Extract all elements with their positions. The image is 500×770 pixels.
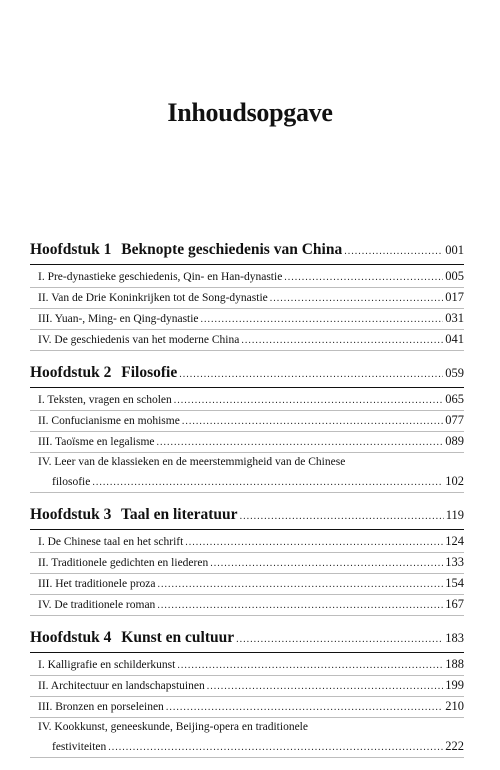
divider [30,529,464,530]
entry-title: II. Traditionele gedichten en liederen [38,557,209,569]
dot-leader [185,533,443,552]
dot-leader [157,596,443,615]
dot-leader [179,365,443,385]
toc-entry[interactable] [30,330,464,351]
toc-entry[interactable] [30,390,464,411]
page-number: 059 [445,366,464,380]
page-number: 188 [445,657,464,671]
page-number: 154 [445,576,464,590]
page-number: 017 [445,290,464,304]
page-number: 183 [445,631,464,645]
chapter-number: Hoofdstuk 3 [30,506,112,523]
entry-title-continued: filosofie [52,476,91,488]
page-number: 133 [445,555,464,569]
divider [30,387,464,388]
page-number: 065 [445,392,464,406]
chapter-number: Hoofdstuk 2 [30,364,112,381]
toc-entry[interactable] [30,574,464,595]
dot-leader [201,310,444,329]
dot-leader [207,677,444,696]
page-number: 210 [445,699,464,713]
page-number: 199 [445,678,464,692]
entry-title: III. Bronzen en porseleinen [38,701,164,713]
dot-leader [158,575,444,594]
page-number: 089 [445,434,464,448]
page-number: 077 [445,413,464,427]
chapter-name: Taal en literatuur [121,506,238,523]
toc-entry[interactable] [30,697,464,718]
dot-leader [157,433,444,452]
dot-leader [236,630,443,650]
dot-leader [270,289,444,308]
entry-title: IV. De geschiedenis van het moderne China [38,334,240,346]
toc-entry[interactable] [30,655,464,676]
entry-title: II. Van de Drie Koninkrijken tot de Song-dynastie [38,292,268,304]
dot-leader [166,698,443,717]
dot-leader [210,554,443,573]
dot-leader [177,656,443,675]
entry-title: I. De Chinese taal en het schrift [38,536,184,548]
chapter-4 [30,628,464,758]
chapter-name: Filosofie [121,364,178,381]
entry-title: III. Yuan-, Ming- en Qing-dynastie [38,313,199,325]
divider [30,264,464,265]
chapter-3 [30,505,464,616]
divider [30,652,464,653]
toc-entry[interactable] [30,532,464,553]
entry-title: II. Architectuur en landschapstuinen [38,680,205,692]
toc-entry[interactable] [30,267,464,288]
page-number: 001 [445,243,464,257]
entry-title: III. Taoïsme en legalisme [38,436,155,448]
entry-title: IV. Kookkunst, geneeskunde, Beijing-opera en traditionele [38,721,308,733]
toc-entry[interactable] [30,718,464,758]
dot-leader [92,473,443,492]
chapter-number: Hoofdstuk 4 [30,629,112,646]
toc-entry[interactable] [30,411,464,432]
dot-leader [241,331,443,350]
dot-leader [284,268,443,287]
chapter-number: Hoofdstuk 1 [30,241,112,258]
dot-leader [108,738,443,757]
chapter-1 [30,240,464,351]
entry-title: I. Teksten, vragen en scholen [38,394,172,406]
page-number: 005 [445,269,464,283]
toc-entry[interactable] [30,309,464,330]
page-number: 119 [445,508,464,522]
toc-entry[interactable] [30,288,464,309]
page-number: 222 [445,739,464,753]
chapter-2 [30,363,464,493]
entry-title: I. Kalligrafie en schilderkunst [38,659,176,671]
toc-entry[interactable] [30,595,464,616]
chapter-heading[interactable] [30,505,464,529]
entry-title: IV. De traditionele roman [38,599,156,611]
entry-title-continued: festiviteiten [52,741,107,753]
toc-entry[interactable] [30,432,464,453]
page-title: Inhoudsopgave [167,98,333,127]
page-number: 124 [445,534,464,548]
toc-entry[interactable] [30,553,464,574]
entry-title: II. Confucianisme en mohisme [38,415,180,427]
chapter-name: Beknopte geschiedenis van China [121,241,343,258]
entry-title: III. Het traditionele proza [38,578,156,590]
entry-title: IV. Leer van de klassieken en de meerstemmigheid van de Chinese [38,456,346,468]
page-number: 167 [445,597,464,611]
dot-leader [174,391,444,410]
chapter-heading[interactable] [30,628,464,652]
toc-entry[interactable] [30,676,464,697]
page-number: 102 [445,474,464,488]
dot-leader [182,412,443,431]
dot-leader [344,242,443,262]
entry-title: I. Pre-dynastieke geschiedenis, Qin- en Han-dynastie [38,271,283,283]
page-number: 041 [445,332,464,346]
dot-leader [240,507,444,527]
toc-entry[interactable] [30,453,464,493]
chapter-name: Kunst en cultuur [121,629,235,646]
chapter-heading[interactable] [30,363,464,387]
page-number: 031 [445,311,464,325]
chapter-heading[interactable] [30,240,464,264]
table-of-contents [30,240,464,770]
